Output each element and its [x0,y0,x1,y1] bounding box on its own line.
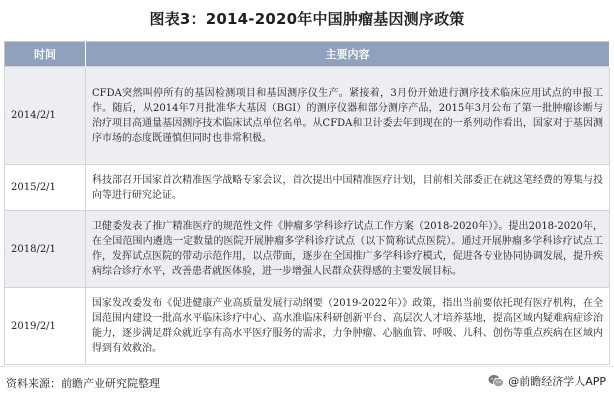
brand-text: @前瞻经济学人APP [508,375,606,388]
table-row [5,67,610,165]
source-note: 资料来源：前瞻产业研究院整理 [6,377,160,390]
footer-divider [0,366,614,367]
date-cell: 2015/2/1 [5,165,86,211]
table-row [5,165,610,211]
content-cell: 卫健委发表了推广精准医疗的规范性文件《肿瘤多学科诊疗试点工作方案（2018-2020年）》。提出2018-2020年，在全国范围内遴选一定数量的医院开展肿瘤多学科诊疗试点（以下简称试点医院）。通过开展肿瘤多学科诊疗试点工作，发挥试点医院的带动示范作用，以点带面，逐步在全国推广多学科诊疗模式，促进各专业协同协调发展，提升疾病综合诊疗水平，改善患者就医体验，进一步增强人民群众获得感的主要发展目标。 [86,211,610,288]
content-cell: 科技部召开国家首次精准医学战略专家会议，首次提出中国精准医疗计划，目前相关部委正在就这笔经费的筹集与投向等进行研究论证。 [86,165,610,211]
date-cell: 2014/2/1 [5,67,86,165]
date-cell: 2018/2/1 [5,211,86,288]
column-header-content: 主要内容 [86,42,610,67]
page-title: 图表3：2014-2020年中国肿瘤基因测序政策 [149,10,465,28]
brand-credit [488,373,606,389]
content-cell: CFDA突然叫停所有的基因检测项目和基因测序仪生产。紧接着，3月份开始进行测序技术临床应用试点的申报工作。随后，从2014年7月批准华大基因（BGI）的测序仪器和部分测序产品，2015年3月公布了第一批肿瘤诊断与治疗项目高通量基因测序技术临床试点单位名单。从CFDA和卫计委去年到现在的一系列动作看出，国家对于基因测序市场的态度既谨慎但同时也非常积极。 [86,67,610,165]
column-header-time: 时间 [5,42,86,67]
date-cell: 2019/2/1 [5,288,86,365]
table-row [5,288,610,365]
content-cell: 国家发改委发布《促进健康产业高质量发展行动纲要（2019-2022年）》政策，指出当前要依托现有医疗机构，在全国范围内建设一批高水平临床诊疗中心、高水准临床科研创新平台、高层次人才培养基地，提高区域内疑难病症诊治能力，逐步满足群众就近享有高水平医疗服务的需求，力争肿瘤、心脑血管、呼吸、儿科、创伤等重点疾病在区域内得到有效救治。 [86,288,610,365]
wechat-icon [488,374,504,388]
table-header-row [5,42,610,67]
table-row [5,211,610,288]
policy-table [4,41,610,365]
